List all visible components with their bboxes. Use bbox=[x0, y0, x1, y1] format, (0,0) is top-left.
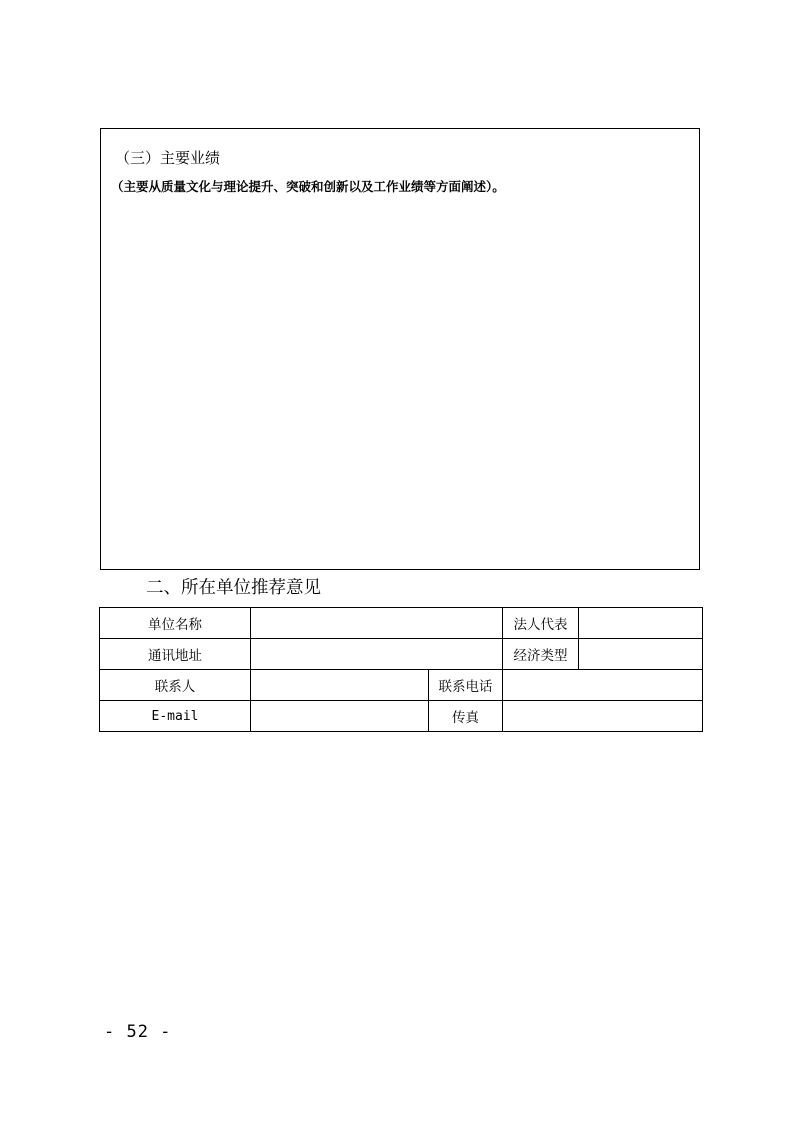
unit-name-field[interactable] bbox=[251, 608, 503, 639]
phone-field[interactable] bbox=[503, 670, 703, 701]
achievements-title: （三）主要业绩 bbox=[115, 149, 221, 167]
page-number: - 52 - bbox=[104, 1022, 172, 1042]
email-field[interactable] bbox=[251, 701, 429, 732]
contact-label: 联系人 bbox=[100, 670, 251, 701]
unit-info-table bbox=[99, 607, 703, 732]
economy-type-field[interactable] bbox=[579, 639, 703, 670]
phone-label: 联系电话 bbox=[429, 670, 503, 701]
economy-type-label: 经济类型 bbox=[503, 639, 579, 670]
table-row bbox=[100, 670, 703, 701]
address-label: 通讯地址 bbox=[100, 639, 251, 670]
achievements-hint: （主要从质量文化与理论提升、突破和创新以及工作业绩等方面阐述）。 bbox=[111, 179, 505, 194]
fax-label: 传真 bbox=[429, 701, 503, 732]
legal-rep-label: 法人代表 bbox=[503, 608, 579, 639]
address-field[interactable] bbox=[251, 639, 503, 670]
table-row bbox=[100, 701, 703, 732]
contact-field[interactable] bbox=[251, 670, 429, 701]
section-heading-recommendation: 二、所在单位推荐意见 bbox=[146, 578, 321, 598]
unit-name-label: 单位名称 bbox=[100, 608, 251, 639]
email-label: E-mail bbox=[100, 701, 251, 732]
legal-rep-field[interactable] bbox=[579, 608, 703, 639]
fax-field[interactable] bbox=[503, 701, 703, 732]
achievements-box bbox=[100, 128, 700, 570]
table-row bbox=[100, 608, 703, 639]
table-row bbox=[100, 639, 703, 670]
